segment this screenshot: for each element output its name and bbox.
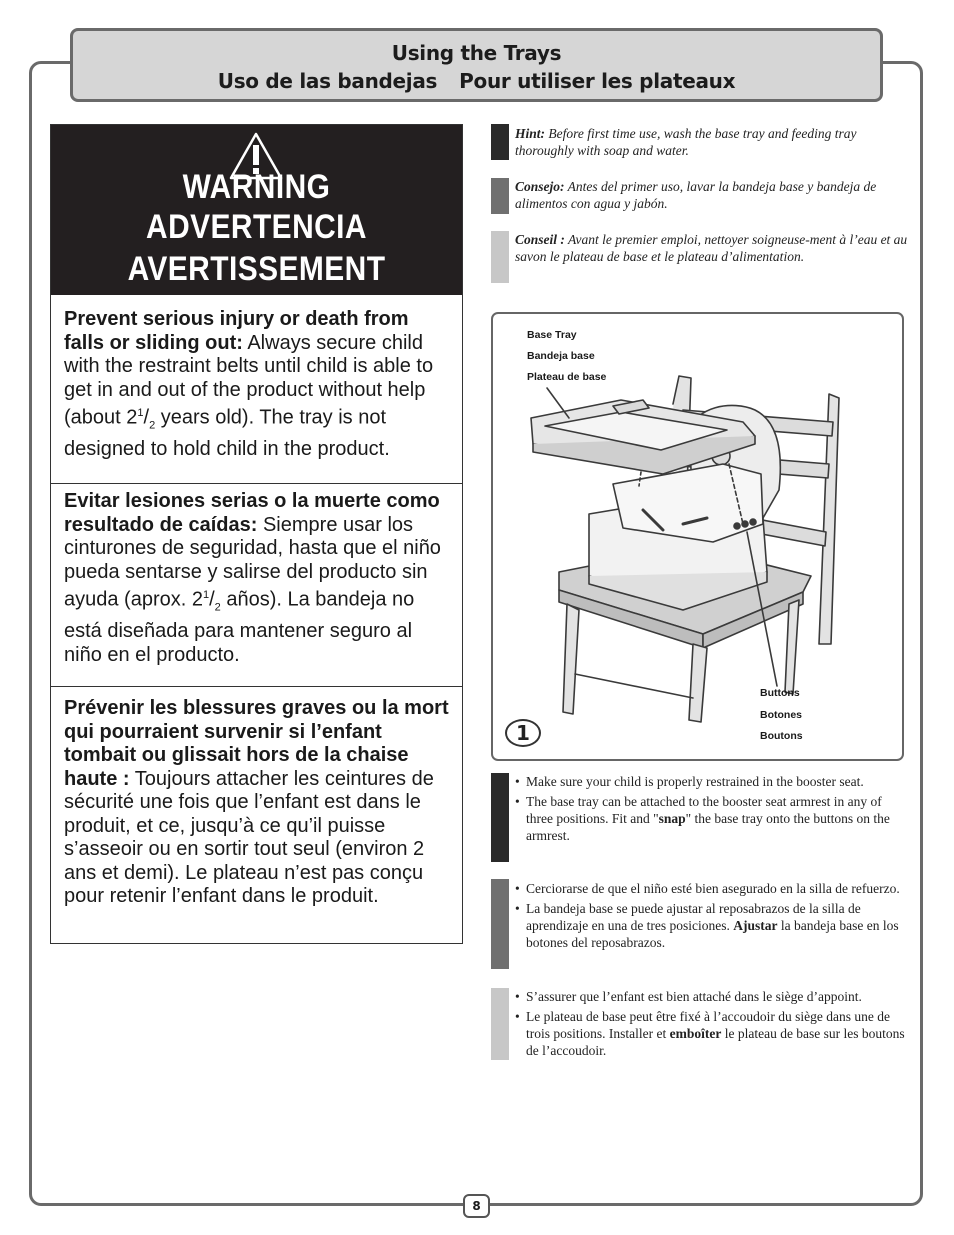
warning-text-french: Prévenir les blessures graves ou la mort qui pourraient survenir si l’enfant tombait ou glissait hors de la chaise haute : Toujours attacher les ceintures de sécurité une fois que l’enfant est dans le produit, et ce, jusqu’à ce qu’il puisse s’asseoir ou en sortir tout seul (environ 2 ans et demi). Le plateau n’est pas conçu pour retenir l’enfant dans le produit. xyxy=(64,697,449,907)
label-buttons-en: Buttons xyxy=(760,687,800,699)
warning-lead-spanish: Evitar lesiones serias o la muerte como resultado de caídas: xyxy=(64,490,440,536)
instructions-spanish xyxy=(515,880,907,954)
language-bar-french xyxy=(491,988,509,1060)
language-bar-spanish xyxy=(491,178,509,214)
warning-title-spanish: ADVERTENCIA xyxy=(146,208,367,246)
list-item: • Make sure your child is properly restrained in the booster seat. xyxy=(515,773,907,790)
title-english: Using the Trays xyxy=(391,41,562,65)
list-item: • La bandeja base se puede ajustar al reposabrazos de la silla de aprendizaje en una de tres posiciones. Ajustar la bandeja base en los botones del reposabrazos. xyxy=(515,900,907,951)
label-buttons-es: Botones xyxy=(760,709,802,721)
divider xyxy=(51,686,462,687)
instructions-french xyxy=(515,988,907,1062)
step-number: 1 xyxy=(505,719,541,747)
title-spanish-french xyxy=(73,67,880,95)
list-item: • S’assurer que l’enfant est bien attaché dans le siège d’appoint. xyxy=(515,988,907,1005)
language-bar-english xyxy=(491,124,509,160)
list-item: • Cerciorarse de que el niño esté bien asegurado en la silla de refuerzo. xyxy=(515,880,907,897)
warning-text-spanish: Evitar lesiones serias o la muerte como resultado de caídas: Siempre usar los cinturones de seguridad, hasta que el niño pueda sentarse y salirse del producto sin ayuda (aprox. $2^1/_2$ años). La bandeja no está diseñada para mantener seguro al niño en el producto. xyxy=(64,490,441,666)
warning-header xyxy=(51,125,462,295)
language-bar-english xyxy=(491,773,509,862)
warning-text-english: Prevent serious injury or death from falls or sliding out: Always secure child with the restraint belts until child is able to get in and out of the product without help (about $2^1/_2$ years old). The tray is not designed to hold child in the product. xyxy=(64,308,434,461)
list-item: • The base tray can be attached to the booster seat armrest in any of three positions. Fit and "snap" the base tray onto the buttons on the armrest. xyxy=(515,793,907,844)
instructions-english xyxy=(515,773,907,847)
warning-title-french: AVERTISSEMENT xyxy=(127,250,386,288)
label-base-tray-fr: Plateau de base xyxy=(527,371,607,383)
language-bar-spanish xyxy=(491,879,509,969)
label-base-tray-en: Base Tray xyxy=(527,329,577,341)
hint-french: Conseil : Avant le premier emploi, nettoyer soigneuse-ment à l’eau et au savon le plateau de base et le plateau d’alimentation. xyxy=(515,232,908,264)
page-number: 8 xyxy=(463,1194,490,1218)
warning-lead-english: Prevent serious injury or death from falls or sliding out: xyxy=(64,308,409,354)
section-title-bar xyxy=(70,28,883,102)
hint-spanish: Consejo: Antes del primer uso, lavar la bandeja base y bandeja de alimentos con agua y jabón. xyxy=(515,179,877,211)
hint-english: Hint: Before first time use, wash the base tray and feeding tray thoroughly with soap and water. xyxy=(515,126,857,158)
label-buttons-fr: Boutons xyxy=(760,730,803,742)
title-french: Pour utiliser les plateaux xyxy=(459,69,736,93)
warning-lead-french: Prévenir les blessures graves ou la mort qui pourraient survenir si l’enfant tombait ou glissait hors de la chaise haute : xyxy=(64,697,449,790)
list-item: • Le plateau de base peut être fixé à l’accoudoir du siège dans une de trois positions. Installer et emboîter le plateau de base sur les boutons de l’accoudoir. xyxy=(515,1008,907,1059)
title-spanish: Uso de las bandejas xyxy=(217,69,438,93)
label-base-tray-es: Bandeja base xyxy=(527,350,595,362)
warning-box xyxy=(50,124,463,944)
warning-title-english: WARNING xyxy=(182,168,331,206)
language-bar-french xyxy=(491,231,509,283)
divider xyxy=(51,483,462,484)
